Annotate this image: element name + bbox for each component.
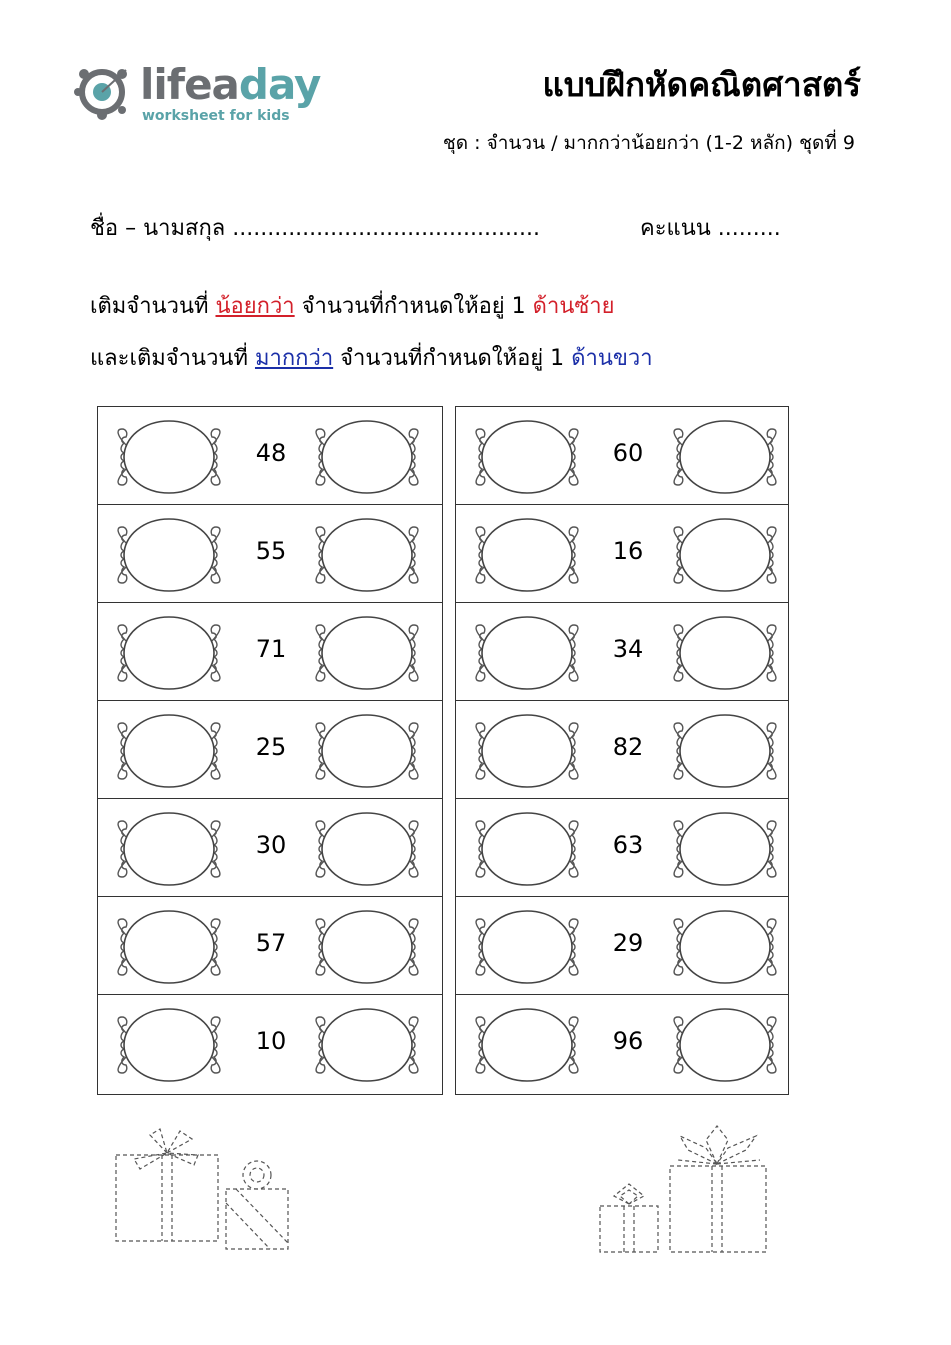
candy-answer-left-icon[interactable] [110, 907, 228, 987]
exercise-row [456, 995, 788, 1093]
candy-answer-right-icon[interactable] [308, 417, 426, 497]
candy-answer-right-icon[interactable] [666, 417, 784, 497]
candy-answer-left-icon[interactable] [468, 515, 586, 595]
instruction-1-prefix: เติมจำนวนที่ [90, 294, 216, 319]
name-field[interactable]: ชื่อ – นามสกุล ............................................ [90, 216, 540, 241]
given-number: 82 [612, 733, 644, 761]
given-number: 57 [255, 929, 287, 957]
candy-answer-left-icon[interactable] [468, 417, 586, 497]
candy-answer-right-icon[interactable] [308, 711, 426, 791]
given-number: 71 [255, 635, 287, 663]
instruction-1-middle: จำนวนที่กำหนดให้อยู่ 1 [294, 294, 533, 319]
exercise-row [98, 995, 442, 1093]
given-number: 10 [255, 1027, 287, 1055]
instruction-line-1 [90, 288, 615, 323]
instruction-2-middle: จำนวนที่กำหนดให้อยู่ 1 [333, 346, 572, 371]
candy-answer-left-icon[interactable] [110, 711, 228, 791]
exercise-row [456, 505, 788, 603]
exercise-row [456, 603, 788, 701]
exercise-row [456, 407, 788, 505]
candy-answer-right-icon[interactable] [666, 613, 784, 693]
instruction-2-prefix: และเติมจำนวนที่ [90, 346, 255, 371]
candy-answer-right-icon[interactable] [308, 613, 426, 693]
exercise-row [456, 897, 788, 995]
candy-answer-left-icon[interactable] [110, 515, 228, 595]
given-number: 29 [612, 929, 644, 957]
gift-box-outline-icon [110, 1125, 300, 1255]
exercise-row [456, 701, 788, 799]
keyword-more-than: มากกว่า [254, 346, 334, 371]
candy-answer-right-icon[interactable] [666, 1005, 784, 1085]
candy-answer-right-icon[interactable] [308, 809, 426, 889]
candy-answer-left-icon[interactable] [468, 711, 586, 791]
right-exercise-grid [455, 406, 789, 1095]
gift-box-outline-icon [596, 1120, 776, 1255]
candy-answer-left-icon[interactable] [110, 809, 228, 889]
worksheet-subtitle: ชุด : จำนวน / มากกว่าน้อยกว่า (1-2 หลัก) ชุดที่ 9 [442, 132, 855, 154]
candy-answer-left-icon[interactable] [468, 907, 586, 987]
exercise-row [98, 505, 442, 603]
logo-wordmark: lifeaday [140, 60, 321, 109]
given-number: 30 [255, 831, 287, 859]
candy-answer-right-icon[interactable] [666, 907, 784, 987]
keyword-less-than: น้อยกว่า [215, 294, 295, 319]
exercise-row [456, 799, 788, 897]
exercise-row [98, 799, 442, 897]
candy-answer-left-icon[interactable] [468, 613, 586, 693]
candy-answer-right-icon[interactable] [308, 515, 426, 595]
logo-tagline: worksheet for kids [142, 108, 290, 124]
candy-answer-left-icon[interactable] [110, 1005, 228, 1085]
given-number: 25 [255, 733, 287, 761]
candy-answer-left-icon[interactable] [468, 809, 586, 889]
instruction-line-2 [90, 340, 653, 375]
left-exercise-grid [97, 406, 443, 1095]
candy-answer-left-icon[interactable] [468, 1005, 586, 1085]
exercise-row [98, 603, 442, 701]
candy-answer-left-icon[interactable] [110, 613, 228, 693]
candy-answer-right-icon[interactable] [666, 711, 784, 791]
side-right-label: ด้านขวา [571, 346, 653, 371]
given-number: 60 [612, 439, 644, 467]
given-number: 96 [612, 1027, 644, 1055]
given-number: 16 [612, 537, 644, 565]
candy-answer-right-icon[interactable] [308, 1005, 426, 1085]
exercise-row [98, 407, 442, 505]
candy-answer-right-icon[interactable] [666, 515, 784, 595]
given-number: 55 [255, 537, 287, 565]
given-number: 48 [255, 439, 287, 467]
side-left-label: ด้านซ้าย [532, 294, 615, 319]
candy-answer-right-icon[interactable] [666, 809, 784, 889]
given-number: 63 [612, 831, 644, 859]
given-number: 34 [612, 635, 644, 663]
score-field[interactable]: คะแนน ......... [640, 216, 781, 241]
candy-answer-left-icon[interactable] [110, 417, 228, 497]
exercise-row [98, 701, 442, 799]
exercise-row [98, 897, 442, 995]
worksheet-title: แบบฝึกหัดคณิตศาสตร์ [542, 65, 861, 104]
candy-answer-right-icon[interactable] [308, 907, 426, 987]
